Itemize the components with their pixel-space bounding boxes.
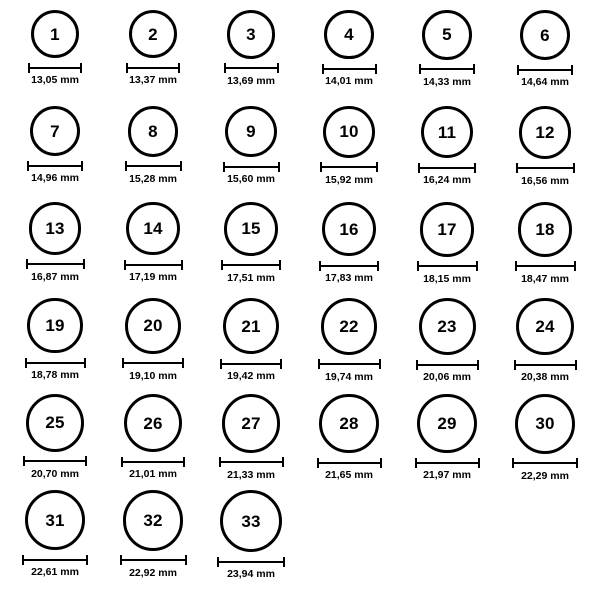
ring-size-label: 5 [442, 25, 452, 45]
diameter-value: 20,06 mm [423, 371, 471, 383]
diameter-value: 18,78 mm [31, 369, 79, 382]
diameter-measure-bar [417, 262, 478, 271]
ring-size-cell [496, 10, 594, 106]
measure-line [419, 68, 475, 70]
diameter-value: 13,69 mm [227, 74, 275, 87]
diameter-measure-bar [23, 457, 87, 466]
ring-circle [420, 202, 475, 257]
ring-size-label: 31 [45, 510, 65, 530]
ring-size-cell [496, 394, 594, 490]
diameter-value: 19,10 mm [129, 369, 177, 382]
ring-circle [520, 10, 570, 60]
diameter-measure-bar [122, 359, 184, 368]
diameter-measure-bar [416, 360, 479, 369]
measure-line [220, 363, 282, 365]
measure-line [317, 462, 382, 464]
ring-size-label: 26 [143, 413, 163, 433]
measure-line [217, 561, 285, 563]
diameter-measure-bar [28, 63, 82, 72]
diameter-value: 20,70 mm [31, 467, 79, 480]
diameter-value: 14,96 mm [31, 172, 79, 185]
measure-line [121, 461, 185, 463]
diameter-measure-bar [517, 65, 573, 74]
diameter-measure-bar [319, 261, 379, 270]
measure-line [28, 67, 82, 69]
ring-circle [125, 298, 181, 354]
measure-line [22, 559, 88, 561]
ring-size-label: 2 [148, 24, 158, 44]
measure-line [221, 264, 281, 266]
diameter-value: 18,15 mm [423, 272, 471, 285]
diameter-measure-bar [516, 164, 575, 173]
ring-size-label: 8 [148, 121, 158, 141]
diameter-measure-bar [25, 358, 86, 367]
diameter-value: 17,51 mm [227, 271, 275, 284]
ring-circle [323, 106, 375, 158]
ring-circle [126, 202, 179, 255]
ring-circle [224, 202, 278, 256]
ring-circle [519, 106, 572, 159]
ring-circle [518, 202, 573, 257]
ring-circle [322, 202, 376, 256]
diameter-measure-bar [27, 161, 83, 170]
ring-size-label: 32 [143, 510, 163, 530]
measure-line [515, 265, 576, 267]
ring-size-label: 16 [339, 219, 359, 239]
measure-line [26, 263, 85, 265]
ring-circle [515, 394, 575, 454]
diameter-value: 13,37 mm [129, 74, 177, 87]
diameter-measure-bar [223, 162, 280, 171]
measure-line [25, 362, 86, 364]
ring-size-cell [6, 202, 104, 298]
ring-size-label: 20 [143, 316, 163, 336]
ring-size-label: 18 [535, 219, 555, 239]
ring-size-label: 4 [344, 25, 354, 45]
measure-line [219, 461, 284, 463]
ring-size-label: 15 [241, 219, 261, 239]
diameter-measure-bar [512, 459, 578, 468]
ring-circle [123, 490, 184, 551]
ring-size-cell [398, 106, 496, 202]
ring-size-label: 21 [241, 316, 261, 336]
ring-size-cell [6, 394, 104, 490]
ring-size-cell [300, 106, 398, 202]
ring-size-cell [300, 202, 398, 298]
ring-size-label: 1 [50, 24, 60, 44]
ring-size-cell [496, 202, 594, 298]
ring-size-label: 24 [535, 317, 555, 337]
diameter-value: 19,74 mm [325, 370, 373, 383]
diameter-value: 13,05 mm [31, 74, 79, 86]
diameter-value: 15,60 mm [227, 173, 275, 186]
ring-size-label: 22 [339, 316, 359, 336]
ring-size-cell [300, 394, 398, 490]
ring-circle [516, 298, 573, 355]
diameter-measure-bar [219, 458, 284, 467]
measure-line [517, 69, 573, 71]
ring-size-cell [202, 10, 300, 106]
measure-line [224, 67, 279, 69]
diameter-value: 19,42 mm [227, 370, 275, 383]
diameter-value: 23,94 mm [227, 568, 275, 580]
diameter-measure-bar [317, 458, 382, 467]
diameter-measure-bar [220, 359, 282, 368]
diameter-value: 18,47 mm [521, 272, 569, 285]
ring-circle [227, 10, 276, 59]
measure-line [415, 462, 480, 464]
ring-size-cell [202, 106, 300, 202]
ring-size-cell [398, 10, 496, 106]
ring-size-cell [6, 490, 104, 586]
ring-size-label: 27 [241, 413, 261, 433]
diameter-value: 15,92 mm [325, 173, 373, 186]
diameter-value: 22,92 mm [129, 566, 177, 579]
measure-line [416, 364, 479, 366]
ring-size-cell [104, 298, 202, 394]
ring-size-cell [300, 298, 398, 394]
ring-size-label: 19 [45, 316, 65, 336]
ring-size-label: 3 [246, 24, 256, 44]
diameter-measure-bar [221, 261, 281, 270]
ring-circle [223, 298, 279, 354]
ring-size-cell [398, 394, 496, 490]
measure-line [223, 166, 280, 168]
ring-circle [124, 394, 182, 452]
ring-circle [30, 106, 80, 156]
measure-line [27, 165, 83, 167]
ring-circle [27, 298, 82, 353]
ring-size-cell [104, 394, 202, 490]
measure-line [514, 364, 577, 366]
diameter-value: 22,61 mm [31, 566, 79, 579]
ring-size-label: 9 [246, 122, 256, 142]
ring-circle [128, 106, 179, 157]
measure-line [418, 167, 476, 169]
ring-circle [417, 394, 476, 453]
diameter-measure-bar [514, 360, 577, 369]
ring-size-label: 12 [535, 122, 555, 142]
diameter-value: 14,33 mm [423, 75, 471, 88]
diameter-value: 16,24 mm [423, 174, 471, 187]
ring-circle [421, 106, 473, 158]
measure-line [512, 462, 578, 464]
ring-circle [422, 10, 472, 60]
ring-size-cell [202, 394, 300, 490]
ring-circle [220, 490, 282, 552]
diameter-measure-bar [125, 162, 182, 171]
ring-circle [29, 202, 82, 255]
ring-size-label: 23 [437, 317, 457, 336]
diameter-value: 20,38 mm [521, 371, 569, 384]
diameter-value: 15,28 mm [129, 172, 177, 185]
diameter-value: 17,19 mm [129, 271, 177, 284]
diameter-value: 17,83 mm [325, 272, 373, 285]
ring-circle [26, 394, 84, 452]
ring-circle [25, 490, 85, 550]
ring-size-label: 25 [45, 413, 65, 433]
diameter-value: 21,65 mm [325, 469, 373, 482]
diameter-measure-bar [415, 458, 480, 467]
ring-circle [31, 10, 79, 58]
measure-line [124, 264, 183, 266]
diameter-measure-bar [124, 260, 183, 269]
diameter-measure-bar [515, 262, 576, 271]
measure-line [516, 167, 575, 169]
diameter-measure-bar [418, 163, 476, 172]
diameter-measure-bar [121, 457, 185, 466]
ring-size-label: 6 [540, 25, 550, 45]
measure-line [23, 460, 87, 462]
diameter-measure-bar [224, 64, 279, 73]
diameter-measure-bar [120, 556, 187, 565]
ring-size-label: 17 [437, 219, 457, 239]
diameter-measure-bar [26, 260, 85, 269]
diameter-measure-bar [320, 163, 378, 172]
ring-circle [319, 394, 378, 453]
measure-line [126, 67, 180, 69]
measure-line [417, 265, 478, 267]
diameter-value: 16,87 mm [31, 270, 79, 283]
diameter-value: 16,56 mm [521, 174, 569, 187]
ring-size-cell [300, 10, 398, 106]
measure-line [125, 165, 182, 167]
ring-circle [419, 298, 476, 355]
measure-line [320, 166, 378, 168]
diameter-value: 21,97 mm [423, 469, 471, 482]
measure-line [122, 362, 184, 364]
diameter-value: 14,64 mm [521, 76, 569, 89]
diameter-value: 14,01 mm [325, 75, 373, 88]
ring-size-cell [6, 298, 104, 394]
diameter-measure-bar [318, 360, 381, 369]
ring-size-cell [104, 106, 202, 202]
ring-size-label: 7 [50, 121, 60, 141]
ring-circle [324, 10, 373, 59]
ring-circle [222, 394, 281, 453]
ring-circle [321, 298, 378, 355]
measure-line [319, 265, 379, 267]
diameter-value: 21,01 mm [129, 468, 177, 481]
diameter-measure-bar [217, 557, 285, 566]
diameter-measure-bar [126, 63, 180, 72]
diameter-value: 21,33 mm [227, 468, 275, 481]
ring-size-label: 30 [535, 414, 555, 434]
ring-size-label: 29 [437, 414, 457, 434]
ring-size-cell [496, 106, 594, 202]
ring-size-label: 11 [437, 122, 457, 142]
ring-size-label: 14 [143, 219, 163, 239]
ring-size-grid [6, 10, 594, 586]
measure-line [318, 363, 381, 365]
ring-size-cell [202, 490, 300, 586]
measure-line [120, 559, 187, 561]
ring-size-cell [104, 490, 202, 586]
ring-size-cell [202, 298, 300, 394]
ring-circle [129, 10, 177, 58]
ring-size-cell [202, 202, 300, 298]
ring-size-cell [6, 10, 104, 106]
ring-size-label: 13 [45, 218, 65, 238]
ring-size-cell [104, 202, 202, 298]
ring-size-label: 28 [339, 414, 359, 434]
ring-size-label: 10 [339, 122, 359, 142]
ring-size-cell [496, 298, 594, 394]
measure-line [322, 68, 377, 70]
ring-size-cell [398, 202, 496, 298]
ring-size-cell [6, 106, 104, 202]
diameter-measure-bar [419, 65, 475, 74]
ring-size-label: 33 [241, 511, 261, 531]
diameter-value: 22,29 mm [521, 469, 569, 482]
diameter-measure-bar [322, 64, 377, 73]
diameter-measure-bar [22, 555, 88, 564]
ring-size-cell [104, 10, 202, 106]
ring-size-cell [398, 298, 496, 394]
ring-circle [225, 106, 276, 157]
